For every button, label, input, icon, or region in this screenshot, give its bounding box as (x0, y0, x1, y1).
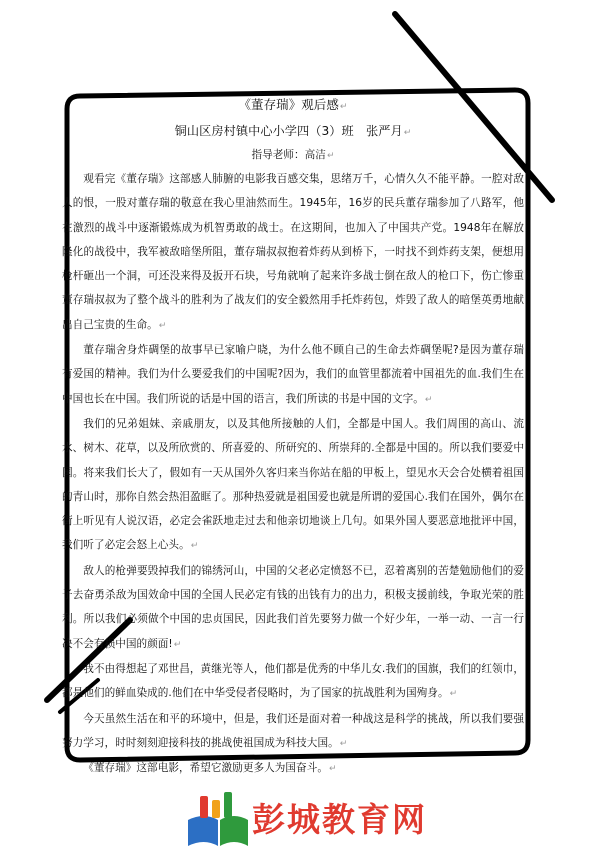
paragraph-text: 敌人的枪弹要毁掉我们的锦绣河山，中国的父老必定愤怒不已，忍着离别的苦楚勉励他们的爱子去奋勇杀敌为国效命中国的全国人民必定有钱的出钱有力的出力，积极支援前线，争取光荣的胜利。所以我们必须做个中国的忠贞国民，因此我们首先要努力做一个好少年，一举一动、一言一行决不会有损中国的颜面! (62, 564, 524, 650)
return-mark-icon: ↵ (173, 639, 182, 650)
essay-document (62, 96, 524, 781)
paragraph-text: 董存瑞舍身炸碉堡的故事早已家喻户晓，为什么他不顾自己的生命去炸碉堡呢?是因为董存瑞有爱国的精神。我们为什么要爱我们的中国呢?因为，我们的血管里都流着中国祖先的血.我们生在中国也长在中国。我们所说的话是中国的语言，我们所读的书是中国的文字。 (62, 344, 524, 405)
essay-title (62, 96, 524, 116)
paragraph (62, 412, 524, 559)
paragraph-text: 我不由得想起了邓世昌，黄继光等人，他们都是优秀的中华儿女.我们的国旗，我们的红领巾，都是他们的鲜血染成的.他们在中华受侵者侵略时，为了国家的抗战胜利为国殉身。 (62, 662, 524, 700)
teacher-line (62, 144, 524, 167)
logo-book-right-icon (220, 816, 248, 846)
paragraph-text: 今天虽然生活在和平的环境中，但是，我们还是面对着一种战这是科学的挑战，所以我们要强努力学习，时时刻刻迎接科技的挑战使祖国成为科技大国。 (62, 712, 524, 749)
paragraph (62, 707, 524, 757)
title-text: 《董存瑞》观后感 (238, 97, 339, 112)
return-mark-icon: ↵ (158, 320, 167, 331)
return-mark-icon: ↵ (339, 102, 348, 112)
paragraph-text: 观看完《董存瑞》这部感人肺腑的电影我百感交集，思绪万千，心情久久不能平静。一腔对敌人的恨，一股对董存瑞的敬意在我心里油然而生。1945年，16岁的民兵董存瑞参加了八路军，他在激烈的战斗中逐渐锻炼成为机智勇敢的战士。在这期间，也加入了中国共产党。1948年在解放隆化的战役中，我军被敌暗堡所阻，董存瑞叔叔抱着炸药从到桥下，一时找不到炸药支架，便想用枪杆砸出一个洞，可还没来得及扳开石块，号角就响了起来许多战士倒在敌人的枪口下，伤亡惨重董存瑞叔叔为了整个战斗的胜利为了战友们的安全毅然用手托炸药包，炸毁了敌人的暗堡英勇地献出自己宝贵的生命。 (62, 173, 524, 331)
return-mark-icon: ↵ (190, 541, 199, 552)
paragraph (62, 338, 524, 412)
paragraph (62, 657, 524, 707)
author-line (62, 120, 524, 144)
return-mark-icon: ↵ (339, 738, 348, 749)
return-mark-icon: ↵ (326, 151, 335, 161)
logo-bar-green-icon (224, 792, 232, 818)
return-mark-icon: ↵ (424, 394, 433, 405)
return-mark-icon: ↵ (403, 128, 412, 138)
logo-book-left-icon (188, 816, 218, 846)
paragraph (62, 167, 524, 338)
teacher-text: 指导老师：高洁 (251, 149, 326, 161)
logo-text: 彭城教育网 (252, 800, 427, 839)
paragraph-text: 我们的兄弟姐妹、亲戚朋友，以及其他所接触的人们，全都是中国人。我们周围的高山、流水、树木、花草，以及所欣赏的、所喜爱的、所研究的、所崇拜的.全都是中国的。所以我们要爱中国。将来我们长大了，假如有一天从国外久客归来当你站在船的甲板上，望见水天会合处横着祖国的青山时，那你自然会热泪盈眶了。那种热爱就是祖国爱也就是所谓的爱国心.我们在国外，偶尔在街上听见有人说汉语，必定会雀跃地走过去和他亲切地谈上几句。如果外国人要恶意地批评中国，我们听了必定会怒上心头。 (62, 417, 524, 552)
logo-bar-orange-icon (212, 800, 220, 818)
logo-bar-red-icon (200, 796, 208, 818)
paragraph (62, 559, 524, 657)
paragraph-text: 《董存瑞》这部电影，希望它激励更多人为国奋斗。 (83, 762, 328, 775)
return-mark-icon: ↵ (449, 689, 458, 700)
paragraph (62, 756, 524, 781)
return-mark-icon: ↵ (329, 764, 337, 775)
author-text: 铜山区房村镇中心小学四（3）班 张严月 (174, 124, 403, 138)
